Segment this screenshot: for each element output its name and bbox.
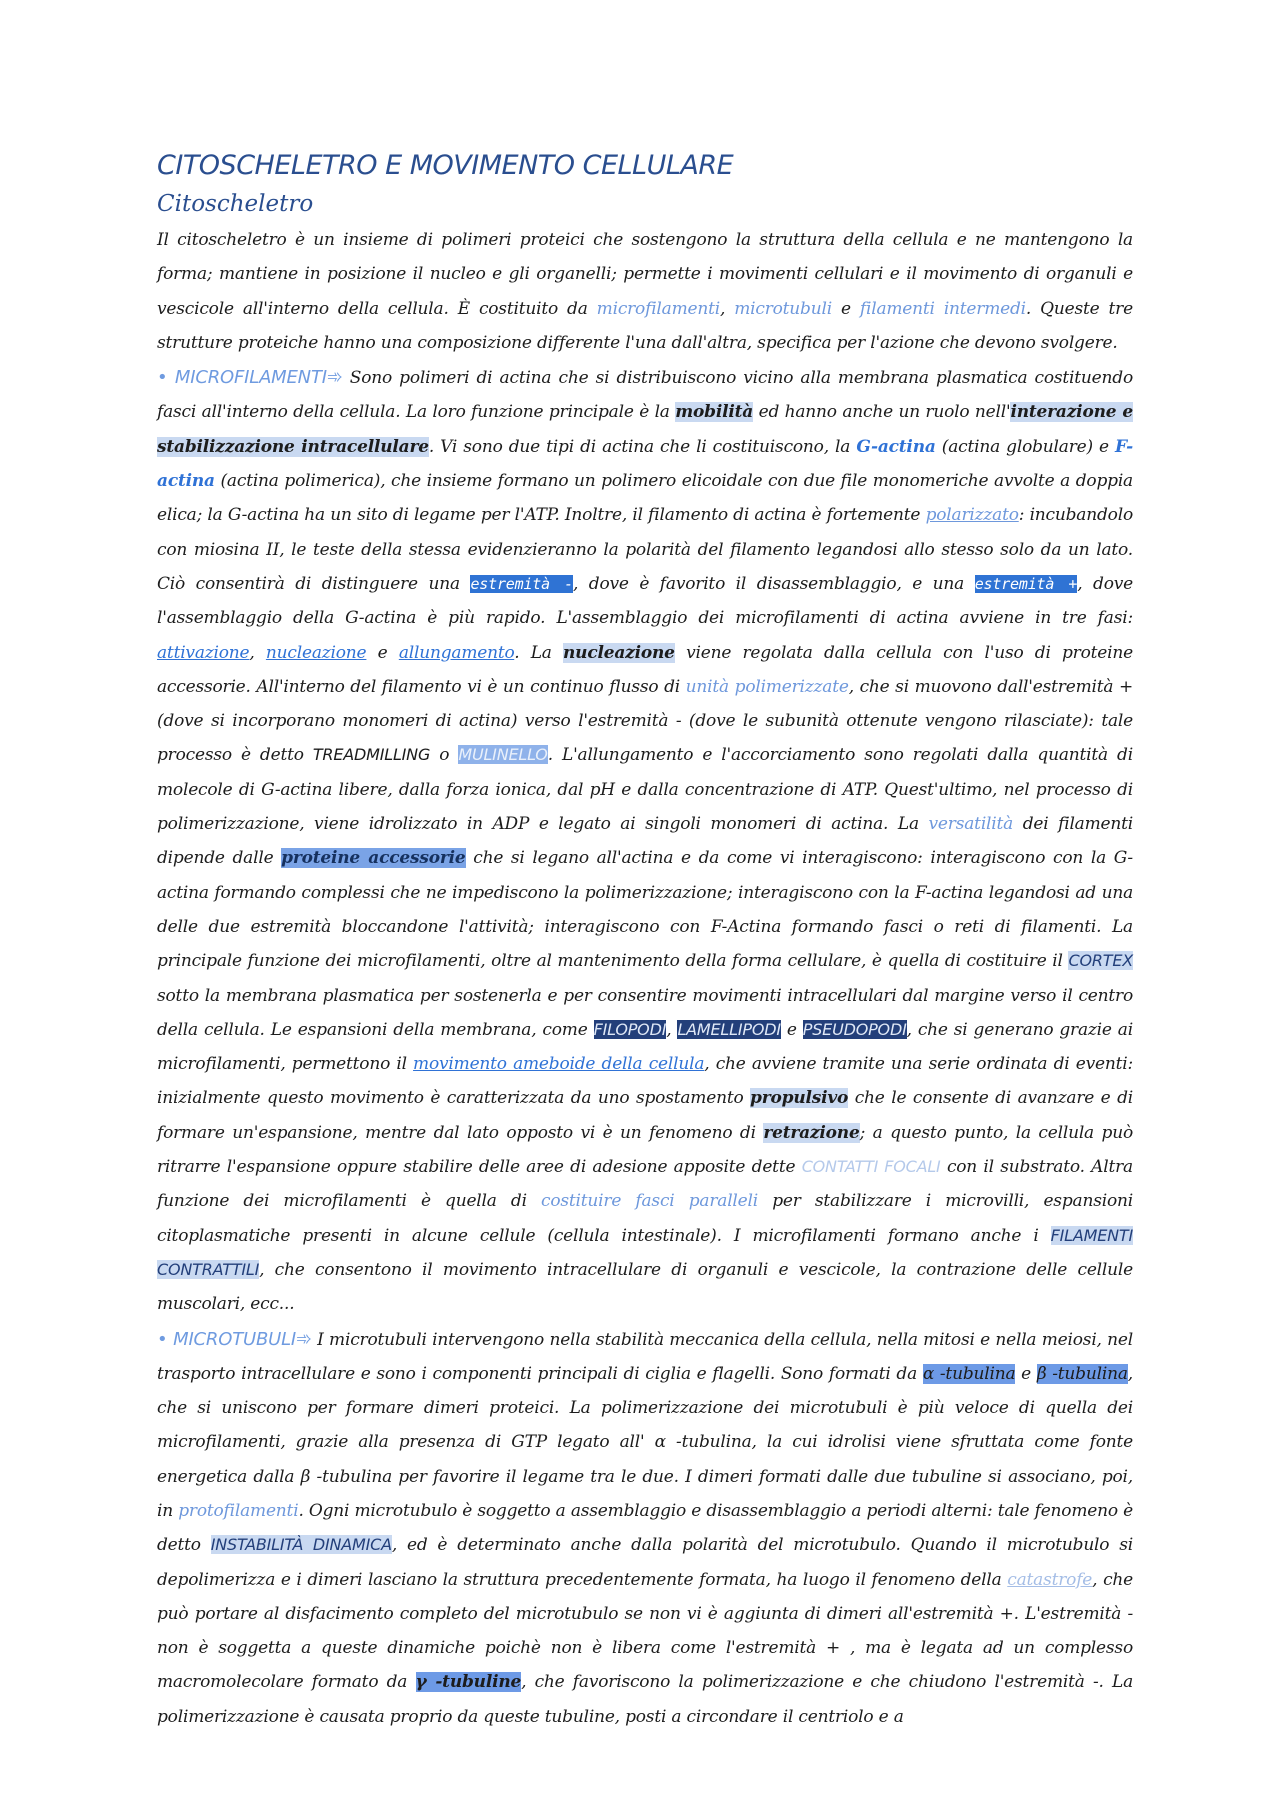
term-contatti-focali: CONTATTI FOCALI (801, 1157, 941, 1177)
highlight-mulinello: MULINELLO (458, 745, 548, 765)
highlight-propulsivo: propulsivo (750, 1088, 849, 1109)
highlight-gamma-tubuline: γ -tubuline (415, 1672, 522, 1693)
highlight-interazione: interazione e stabilizzazione intracellulare (157, 402, 1133, 457)
highlight-filopodi: FILOPODI (593, 1019, 667, 1039)
term-movimento-ameboide: movimento ameboide della cellula (413, 1054, 705, 1075)
term-polarizzato: polarizzato (925, 505, 1019, 526)
term-allungamento: allungamento (398, 642, 515, 663)
highlight-mobilita: mobilità (675, 402, 754, 423)
microfilamenti-paragraph: • MICROFILAMENTI➾ Sono polimeri di actina che si distribuiscono vicino alla membrana plasmatica costituendo fasci all'interno della cellula. La loro funzione principale è la mobilità ed hanno anche un ruolo nell'interazione e stabilizzazione intracellulare. Vi sono due tipi di actina che li costituiscono, la G-actina (actina globulare) e F-actina (actina polimerica), che insieme formano un polimero elicoidale con due file monomeriche avvolte a doppia elica; la G-actina ha un sito di legame per l'ATP. Inoltre, il filamento di actina è fortemente polarizzato: incubandolo con miosina II, le teste della stessa evidenzieranno la polarità del filamento legandosi allo stesso solo da un lato. Ciò consentirà di distinguere una estremità -, dove è favorito il disassemblaggio, e una estremità +, dove l'assemblaggio della G-actina è più rapido. L'assemblaggio dei microfilamenti di actina avviene in tre fasi: attivazione, nucleazione e allungamento. La nucleazione viene regolata dalla cellula con l'uso di proteine accessorie. All'interno del filamento vi è un continuo flusso di unità polimerizzate, che si muovono dall'estremità + (dove si incorporano monomeri di actina) verso l'estremità - (dove le subunità ottenute vengono rilasciate): tale processo è detto TREADMILLING o MULINELLO. L'allungamento e l'accorciamento sono regolati dalla quantità di molecole di G-actina libere, dalla forza ionica, dal pH e dalla concentrazione di ATP. Quest'ultimo, nel processo di polimerizzazione, viene idrolizzato in ADP e legato ai singoli monomeri di actina. La versatilità dei filamenti dipende dalle proteine accessorie che si legano all'actina e da come vi interagiscono: interagiscono con la G-actina formando complessi che ne impediscono la polimerizzazione; interagiscono con la F-actina legandosi ad una delle due estremità bloccandone l'attività; interagiscono con F-Actina formando fasci o reti di filamenti. La principale funzione dei microfilamenti, oltre al mantenimento della forma cellulare, è quella di costituire il CORTEX sotto la membrana plasmatica per sostenerla e per consentire movimenti intracellulari dal margine verso il centro della cellula. Le espansioni della membrana, come FILOPODI, LAMELLIPODI e PSEUDOPODI, che si generano grazie ai microfilamenti, permettono il movimento ameboide della cellula, che avviene tramite una serie ordinata di eventi: inizialmente questo movimento è caratterizzata da uno spostamento propulsivo che le consente di avanzare e di formare un'espansione, mentre dal lato opposto vi è un fenomeno di retrazione; a questo punto, la cellula può ritrarre l'espansione oppure stabilire delle aree di adesione apposite dette CONTATTI FOCALI con il substrato. Altra funzione dei microfilamenti è quella di costituire fasci paralleli per stabilizzare i microvilli, espansioni citoplasmatiche presenti in alcune cellule (cellula intestinale). I microfilamenti formano anche i FILAMENTI CONTRATTILI, che consentono il movimento intracellulare di organuli e vescicole, la contrazione delle cellule muscolari, ecc... (157, 366, 1134, 1315)
microtubuli-heading: • MICROTUBULI (157, 1328, 297, 1350)
term-attivazione: attivazione (157, 642, 250, 663)
arrow-icon: ➾ (296, 1327, 312, 1350)
term-treadmilling: TREADMILLING (312, 745, 431, 765)
keyword-microfilamenti: microfilamenti (596, 298, 720, 319)
term-protofilamenti: protofilamenti (178, 1500, 299, 1521)
term-fasci-paralleli: costituire fasci paralleli (541, 1191, 759, 1212)
highlight-cortex: CORTEX (1068, 951, 1133, 971)
intro-paragraph: Il citoscheletro è un insieme di polimeri proteici che sostengono la struttura della cellula e ne mantengono la forma; mantiene in posizione il nucleo e gli organelli; permette i movimenti cellulari e il movimento di organuli e vescicole all'interno della cellula. È costituito da microfilamenti, microtubuli e filamenti intermedi. Queste tre strutture proteiche hanno una composizione differente l'una dall'altra, specifica per l'azione che devono svolgere. (157, 230, 1133, 353)
highlight-retrazione: retrazione (763, 1122, 860, 1143)
highlight-pseudopodi: PSEUDOPODI (802, 1019, 907, 1039)
highlight-instabilita-dinamica: INSTABILITÀ DINAMICA (210, 1535, 392, 1555)
document-body (157, 223, 1133, 1734)
microfilamenti-heading: • MICROFILAMENTI (157, 367, 327, 389)
term-versatilita: versatilità (928, 814, 1014, 835)
term-nucleazione: nucleazione (265, 642, 367, 663)
term-unita-polimerizzate: unità polimerizzate (685, 676, 849, 697)
highlight-lamellipodi: LAMELLIPODI (677, 1019, 781, 1039)
term-catastrofe: catastrofe (1007, 1569, 1093, 1590)
document-page (157, 150, 1133, 1734)
term-f-actina: F-actina (157, 436, 1133, 492)
section-title: Citoscheletro (157, 191, 314, 217)
highlight-estremita-meno: estremità - (470, 574, 573, 593)
highlight-beta-tubulina: β -tubulina (1036, 1363, 1128, 1384)
microtubuli-paragraph: • MICROTUBULI➾ I microtubuli intervengono nella stabilità meccanica della cellula, nella mitosi e nella meiosi, nel trasporto intracellulare e sono i componenti principali di ciglia e flagelli. Sono formati da α -tubulina e β -tubulina, che si uniscono per formare dimeri proteici. La polimerizzazione dei microtubuli è più veloce di quella dei microfilamenti, grazie alla presenza di GTP legato all' α -tubulina, la cui idrolisi viene sfruttata come fonte energetica dalla β -tubulina per favorire il legame tra le due. I dimeri formati dalle due tubuline si associano, poi, in protofilamenti. Ogni microtubulo è soggetto a assemblaggio e disassemblaggio a periodi alterni: tale fenomeno è detto INSTABILITÀ DINAMICA, ed è determinato anche dalla polarità del microtubulo. Quando il microtubulo si depolimerizza e i dimeri lasciano la struttura precedentemente formata, ha luogo il fenomeno della catastrofe, che può portare al disfacimento completo del microtubulo se non vi è aggiunta di dimeri all'estremità +. L'estremità - non è soggetta a queste dinamiche poichè non è libera come l'estremità + , ma è legata ad un complesso macromolecolare formato da γ -tubuline, che favoriscono la polimerizzazione e che chiudono l'estremità -. La polimerizzazione è causata proprio da queste tubuline, posti a circondare il centriolo e a (157, 1327, 1134, 1727)
highlight-estremita-piu: estremità + (974, 574, 1078, 593)
highlight-alfa-tubulina: α -tubulina (922, 1363, 1016, 1384)
page-title: CITOSCHELETRO E MOVIMENTO CELLULARE (157, 150, 734, 181)
highlight-proteine-accessorie: proteine accessorie (281, 848, 466, 869)
highlight-filamenti-contrattili: FILAMENTI CONTRATTILI (157, 1225, 1133, 1279)
highlight-nucleazione: nucleazione (563, 642, 675, 663)
term-g-actina: G-actina (856, 436, 936, 457)
arrow-icon: ➾ (326, 366, 343, 389)
keyword-filamenti-intermedi: filamenti intermedi (859, 298, 1026, 319)
keyword-microtubuli: microtubuli (734, 298, 832, 319)
